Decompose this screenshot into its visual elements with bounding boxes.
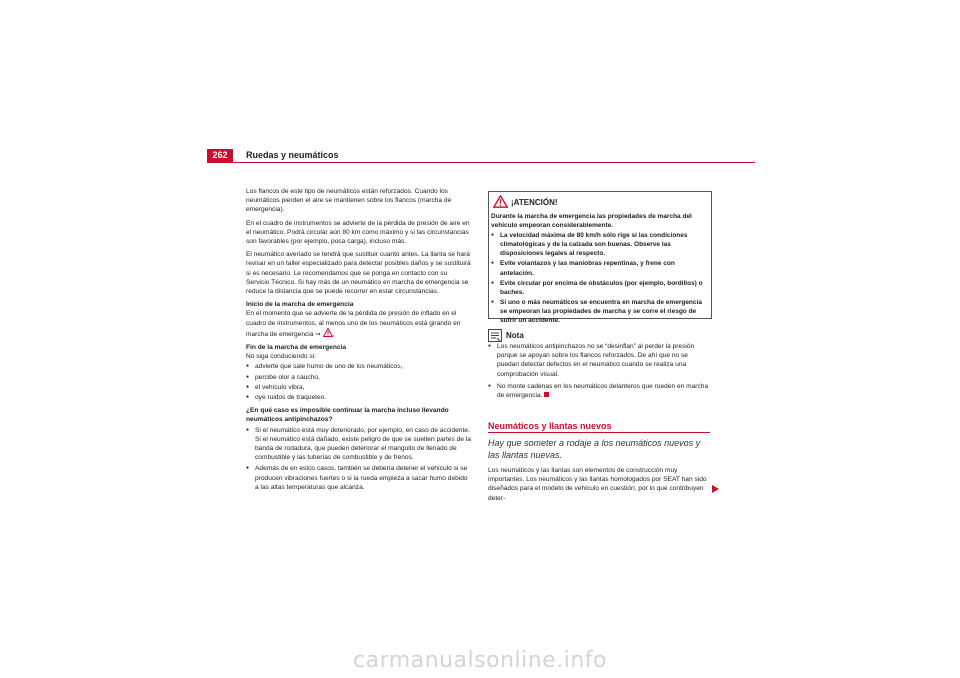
chapter-title: Ruedas y neumáticos (246, 150, 339, 160)
section-subtitle: Hay que someter a rodaje a los neumáticos nuevos y las llantas nuevas. (488, 438, 701, 460)
paragraph: No siga conduciendo si: (246, 353, 317, 361)
page-number: 262 (207, 149, 233, 162)
end-marker (544, 392, 549, 397)
warning-item: ● La velocidad máxima de 80 km/h sólo rige si las condiciones climatológicas y de la calzada son buenas. Observe las disposiciones legales al respecto. (491, 231, 708, 258)
section-rule (488, 432, 710, 433)
list-item: ● percibe olor a caucho, (246, 373, 472, 382)
paragraph: En el cuadro de instrumentos se advierte de la pérdida de presión de aire en el neumático. Podrá circular aún 80 km como máximo y si las circunstancias son favorables (por ejemplo, poca carga), incluso más. (246, 219, 470, 246)
list-item: ● advierte que sale humo de uno de los neumáticos, (246, 362, 472, 371)
note-box (488, 330, 710, 401)
list-item: ● oye ruidos de traqueteo. (246, 393, 472, 402)
note-item: ● Los neumáticos antipinchazos no se “desinflan” al perder la presión porque se apoyan sobre los flancos reforzados. De ahí que no se puedan detectar defectos en el neumático cuando se realiza una comprobación visual. (488, 342, 710, 379)
warning-box (488, 191, 712, 325)
note-title: Nota (506, 331, 524, 340)
warning-intro: Durante la marcha de emergencia las propiedades de marcha del vehículo empeoran considerablemente. (491, 213, 692, 230)
paragraph: Los flancos de este tipo de neumáticos están reforzados. Cuando los neumáticos pierden el aire se mantienen sobre los flancos (marcha de emergencia). (246, 188, 452, 214)
note-item: ● No monte cadenas en los neumáticos delanteros que rueden en marcha de emergencia. (488, 382, 710, 400)
paragraph: En el momento que se advierte de la pérdida de presión de inflado en el cuadro de instrumentos, al menos uno de los neumáticos está girando en marcha de emergencia ⇒ . (246, 310, 461, 338)
warning-title: ¡ATENCIÓN! (511, 198, 558, 207)
warning-item: ● Evite circular por encima de obstáculos (por ejemplo, bordillos) o baches. (491, 279, 708, 297)
section-body: Los neumáticos y las llantas son elementos de construcción muy importantes. Los neumáticos y las llantas homologados por SEAT han sido diseñados para el modelo de vehículo en cuestión, por lo que contribuyen deter- (488, 467, 707, 502)
subheading: Inicio de la marcha de emergencia (246, 301, 354, 309)
warning-item: ● Evite volantazos y las maniobras repentinas, y frene con antelación. (491, 259, 708, 277)
list-item: ● el vehículo vibra, (246, 383, 472, 392)
list-item: ● Si el neumático está muy deteriorado, por ejemplo, en caso de accidente. Si el neumático está dañado, existe peligro de que se suelten partes de la banda de rodadura, que pueden deteriorar el manguito de llenado de combustible y las tuberías de combustible y de frenos. (246, 426, 472, 463)
subheading: ¿En qué caso es imposible continuar la marcha incluso llevando neumáticos antipinchazos? (246, 407, 449, 424)
section-title: Neumáticos y llantas nuevos (488, 421, 612, 431)
warning-item: ● Si uno o más neumáticos se encuentra en marcha de emergencia se empeoran las propiedades de marcha y se corre el riesgo de sufrir un accidente. (491, 298, 708, 325)
header-rule (207, 162, 755, 163)
paragraph: El neumático averiado se tendrá que sustituir cuanto antes. La llanta se hará revisar en un taller especializado para detectar posibles daños y se sustituirá si es necesario. Le recomendamos que se ponga en contacto con su Servicio Técnico. Si hay más de un neumático en marcha de emergencia se reduce la distancia que se puede recorrer en estar circunstancias. (246, 251, 471, 296)
warning-icon (493, 195, 508, 208)
watermark: carmanualsonline.info (353, 648, 607, 673)
note-icon (488, 329, 502, 342)
continue-arrow-icon (712, 485, 719, 493)
warning-icon (323, 328, 333, 337)
left-column (246, 187, 472, 493)
subheading: Fin de la marcha de emergencia (246, 344, 347, 352)
list-item: ● Además de en estos casos, también se debería detener el vehículo si se producen vibraciones fuertes o si la rueda empieza a sacar humo debido a las altas temperaturas que alcanza. (246, 464, 472, 492)
